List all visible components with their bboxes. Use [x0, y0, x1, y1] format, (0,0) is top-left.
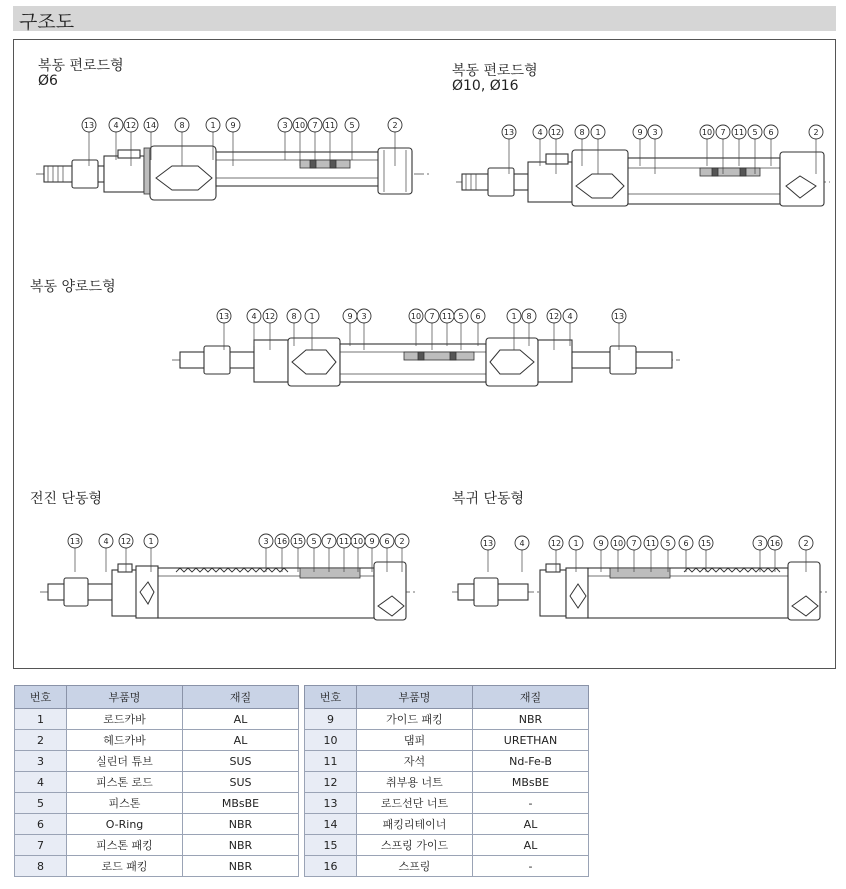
callout-16	[275, 534, 289, 572]
part-name: 실린더 튜브	[67, 751, 183, 772]
callout-number: 12	[125, 121, 137, 130]
callout-number: 5	[349, 121, 355, 130]
callout-number: 5	[458, 312, 464, 321]
callout-number: 13	[503, 128, 515, 137]
callout-number: 9	[598, 539, 604, 548]
col-header-name: 부품명	[67, 686, 183, 709]
part-material: -	[473, 793, 589, 814]
parts-table-right	[304, 685, 589, 877]
part-name: 스프링	[357, 856, 473, 877]
callout-number: 6	[384, 537, 390, 546]
diagram-4-title: 전진 단동형	[30, 491, 103, 507]
part-number: 2	[15, 730, 67, 751]
callout-number: 13	[218, 312, 230, 321]
callout-number: 11	[441, 312, 453, 321]
callout-number: 10	[612, 539, 624, 548]
parts-table-left	[14, 685, 299, 877]
part-number: 1	[15, 709, 67, 730]
callout-number: 5	[311, 537, 317, 546]
diagram-1-subtitle: Ø6	[38, 73, 58, 89]
part-material: NBR	[473, 709, 589, 730]
part-material: AL	[183, 730, 299, 751]
callout-number: 12	[120, 537, 132, 546]
table-row	[15, 856, 299, 877]
callout-15	[699, 536, 713, 572]
part-name: O-Ring	[67, 814, 183, 835]
table-row	[15, 730, 299, 751]
part-number: 8	[15, 856, 67, 877]
callout-11	[337, 534, 351, 572]
callout-number: 11	[733, 128, 745, 137]
diagram-3-drawing	[172, 338, 680, 386]
part-number: 7	[15, 835, 67, 856]
part-name: 피스톤	[67, 793, 183, 814]
col-header-no: 번호	[305, 686, 357, 709]
callout-number: 2	[813, 128, 819, 137]
part-material: NBR	[183, 835, 299, 856]
callout-number: 12	[550, 539, 562, 548]
callout-number: 7	[631, 539, 637, 548]
callout-number: 2	[392, 121, 398, 130]
part-name: 자석	[357, 751, 473, 772]
callout-number: 8	[291, 312, 297, 321]
callout-number: 3	[263, 537, 269, 546]
part-number: 11	[305, 751, 357, 772]
part-name: 패킹리테이너	[357, 814, 473, 835]
part-material: SUS	[183, 772, 299, 793]
callout-5	[307, 534, 321, 572]
callout-4	[99, 534, 113, 572]
diagram-5-title: 복귀 단동형	[452, 491, 525, 507]
part-number: 4	[15, 772, 67, 793]
callout-number: 8	[579, 128, 585, 137]
part-material: MBsBE	[183, 793, 299, 814]
callout-3	[259, 534, 273, 572]
callout-13	[481, 536, 495, 572]
part-name: 피스톤 로드	[67, 772, 183, 793]
table-row	[305, 772, 589, 793]
callout-number: 6	[475, 312, 481, 321]
callout-number: 3	[757, 539, 763, 548]
callout-number: 12	[550, 128, 562, 137]
callout-number: 7	[326, 537, 332, 546]
callout-number: 15	[700, 539, 712, 548]
callout-1	[569, 536, 583, 572]
part-material: AL	[183, 709, 299, 730]
callout-6	[471, 309, 485, 346]
callout-number: 9	[347, 312, 353, 321]
callout-13	[82, 118, 96, 166]
callout-number: 1	[148, 537, 154, 546]
callout-number: 1	[573, 539, 579, 548]
callout-number: 10	[294, 121, 306, 130]
part-name: 스프링 가이드	[357, 835, 473, 856]
callout-9	[343, 309, 357, 346]
callout-11	[644, 536, 658, 572]
callout-number: 11	[645, 539, 657, 548]
col-header-name: 부품명	[357, 686, 473, 709]
col-header-no: 번호	[15, 686, 67, 709]
callout-number: 1	[511, 312, 517, 321]
part-name: 로드선단 너트	[357, 793, 473, 814]
callout-number: 12	[264, 312, 276, 321]
callout-number: 16	[769, 539, 781, 548]
part-name: 피스톤 패킹	[67, 835, 183, 856]
part-number: 5	[15, 793, 67, 814]
callout-number: 3	[282, 121, 288, 130]
part-material: URETHAN	[473, 730, 589, 751]
part-name: 로드카바	[67, 709, 183, 730]
callout-number: 1	[309, 312, 315, 321]
callout-number: 1	[595, 128, 601, 137]
table-row	[15, 751, 299, 772]
callout-number: 4	[113, 121, 119, 130]
callout-number: 9	[637, 128, 643, 137]
callout-number: 13	[482, 539, 494, 548]
table-row	[15, 709, 299, 730]
callout-number: 13	[613, 312, 625, 321]
callout-number: 13	[69, 537, 81, 546]
diagram-5-drawing	[452, 562, 828, 620]
part-number: 6	[15, 814, 67, 835]
callout-number: 12	[548, 312, 560, 321]
col-header-material: 재질	[183, 686, 299, 709]
part-material: SUS	[183, 751, 299, 772]
part-material: Nd-Fe-B	[473, 751, 589, 772]
callout-9	[594, 536, 608, 572]
callout-11	[440, 309, 454, 346]
callout-10	[611, 536, 625, 572]
part-number: 10	[305, 730, 357, 751]
callout-number: 10	[701, 128, 713, 137]
callout-number: 8	[179, 121, 185, 130]
part-name: 댐퍼	[357, 730, 473, 751]
part-material: AL	[473, 814, 589, 835]
callout-number: 6	[683, 539, 689, 548]
part-number: 12	[305, 772, 357, 793]
part-number: 9	[305, 709, 357, 730]
table-row	[305, 730, 589, 751]
callout-13	[217, 309, 231, 350]
table-row	[305, 835, 589, 856]
callout-10	[409, 309, 423, 346]
callout-4	[515, 536, 529, 572]
table-row	[305, 751, 589, 772]
part-material: AL	[473, 835, 589, 856]
callout-3	[753, 536, 767, 572]
part-material: NBR	[183, 856, 299, 877]
callout-number: 14	[145, 121, 157, 130]
table-row	[15, 793, 299, 814]
callout-number: 2	[803, 539, 809, 548]
diagram-2-title: 복동 편로드형	[452, 63, 538, 79]
callout-number: 4	[103, 537, 109, 546]
table-row	[15, 772, 299, 793]
callout-10	[351, 534, 365, 572]
table-row	[305, 814, 589, 835]
part-material: MBsBE	[473, 772, 589, 793]
callout-number: 7	[312, 121, 318, 130]
callout-number: 1	[210, 121, 216, 130]
callout-7	[322, 534, 336, 572]
callout-number: 5	[665, 539, 671, 548]
part-name: 취부용 너트	[357, 772, 473, 793]
table-row	[15, 835, 299, 856]
callout-number: 5	[752, 128, 758, 137]
callout-number: 15	[292, 537, 304, 546]
diagram-2-drawing	[456, 150, 830, 206]
table-row	[305, 709, 589, 730]
part-name: 헤드카바	[67, 730, 183, 751]
callout-number: 3	[652, 128, 658, 137]
callout-13	[502, 125, 516, 174]
callout-number: 11	[338, 537, 350, 546]
callout-number: 10	[410, 312, 422, 321]
part-number: 13	[305, 793, 357, 814]
callout-6	[679, 536, 693, 572]
diagram-4-drawing	[40, 562, 416, 620]
callout-number: 10	[352, 537, 364, 546]
callout-number: 6	[768, 128, 774, 137]
callout-16	[768, 536, 782, 572]
section-title: 구조도	[19, 11, 75, 33]
part-name: 가이드 패킹	[357, 709, 473, 730]
callout-4	[533, 125, 547, 166]
col-header-material: 재질	[473, 686, 589, 709]
part-number: 3	[15, 751, 67, 772]
callout-7	[627, 536, 641, 572]
callout-13	[68, 534, 82, 572]
callout-15	[291, 534, 305, 572]
callout-number: 4	[251, 312, 257, 321]
callout-number: 9	[230, 121, 236, 130]
callout-number: 11	[324, 121, 336, 130]
table-row	[305, 793, 589, 814]
part-number: 14	[305, 814, 357, 835]
callout-number: 7	[429, 312, 435, 321]
callout-5	[661, 536, 675, 572]
callout-number: 3	[361, 312, 367, 321]
diagram-3-title: 복동 양로드형	[30, 279, 116, 295]
callout-number: 13	[83, 121, 95, 130]
diagram-1-title: 복동 편로드형	[38, 58, 124, 74]
part-number: 16	[305, 856, 357, 877]
callout-number: 4	[519, 539, 525, 548]
diagram-2-subtitle: Ø10, Ø16	[452, 78, 519, 94]
part-name: 로드 패킹	[67, 856, 183, 877]
part-material: -	[473, 856, 589, 877]
callout-number: 2	[399, 537, 405, 546]
callout-number: 4	[537, 128, 543, 137]
callout-number: 8	[526, 312, 532, 321]
callout-number: 9	[369, 537, 375, 546]
callout-number: 7	[720, 128, 726, 137]
callout-number: 16	[276, 537, 288, 546]
part-number: 15	[305, 835, 357, 856]
callout-13	[612, 309, 626, 350]
table-row	[15, 814, 299, 835]
part-material: NBR	[183, 814, 299, 835]
callout-number: 4	[567, 312, 573, 321]
table-row	[305, 856, 589, 877]
